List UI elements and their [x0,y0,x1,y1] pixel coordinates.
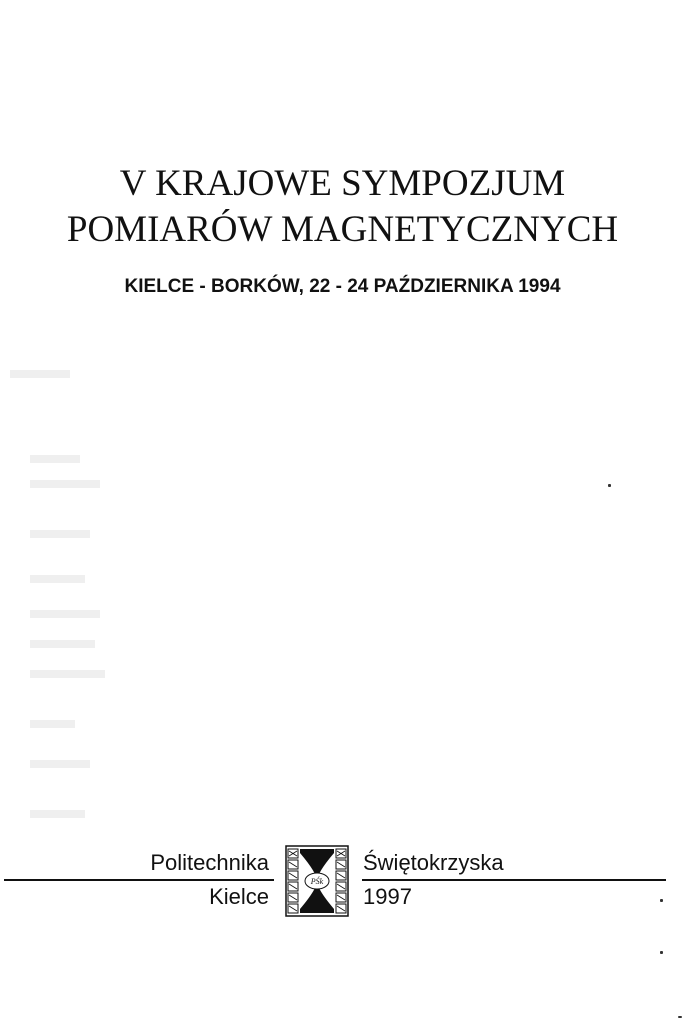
divider-right [362,879,666,881]
publisher-name-left: Politechnika [150,850,269,875]
event-subtitle: KIELCE - BORKÓW, 22 - 24 PAŹDZIERNIKA 1994 [124,276,561,297]
politechnika-logo-icon [285,845,349,917]
title-line-2: POMIARÓW MAGNETYCZNYCH [66,209,619,250]
divider-left [4,879,274,881]
scan-speck [660,951,663,954]
publisher-city: Kielce [209,884,269,909]
publisher-name-right: Świętokrzyska [363,850,504,875]
scan-speck [678,1016,682,1018]
publication-year: 1997 [363,884,412,909]
svg-text:PŚk: PŚk [310,877,324,886]
title-line-1: V KRAJOWE SYMPOZJUM [119,163,566,204]
scan-speck [660,899,663,902]
show-through-texture [0,340,120,880]
scan-speck [608,484,611,487]
